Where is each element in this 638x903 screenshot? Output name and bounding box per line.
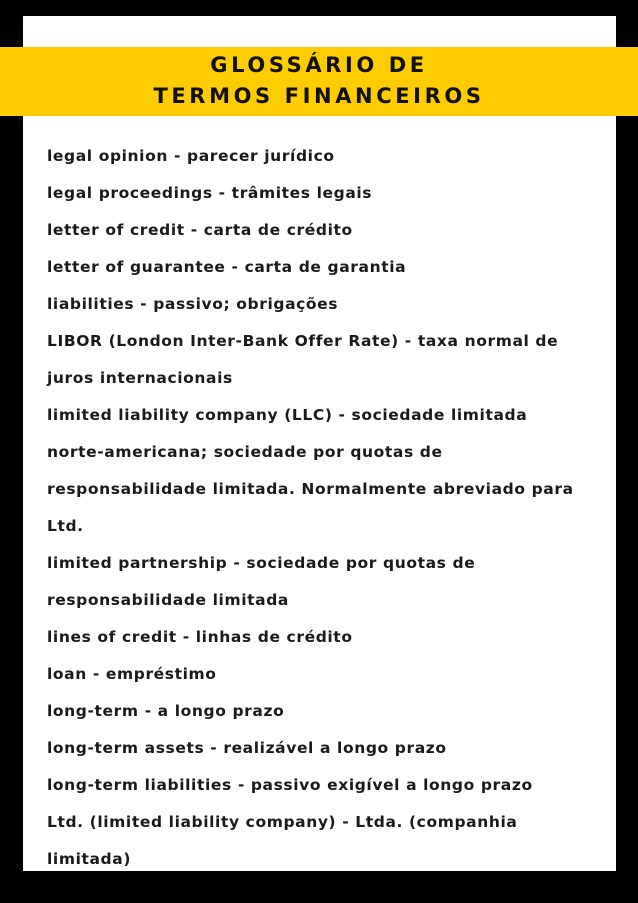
glossary-line: legal opinion - parecer jurídico: [47, 147, 335, 165]
glossary-line: long-term liabilities - passivo exigível a longo prazo: [47, 776, 533, 794]
glossary-line: letter of guarantee - carta de garantia: [47, 258, 407, 276]
title-line-1: GLOSSÁRIO DE: [210, 53, 428, 77]
glossary-line: limitada): [47, 850, 131, 868]
glossary-line: limited liability company (LLC) - sociedade limitada: [47, 406, 528, 424]
glossary-line: responsabilidade limitada. Normalmente abreviado para: [47, 480, 574, 498]
glossary-line: lines of credit - linhas de crédito: [47, 628, 353, 646]
glossary-line: letter of credit - carta de crédito: [47, 221, 353, 239]
glossary-line: responsabilidade limitada: [47, 591, 289, 609]
glossary-line: loan - empréstimo: [47, 665, 217, 683]
glossary-list: [47, 138, 607, 878]
glossary-line: liabilities - passivo; obrigações: [47, 295, 339, 313]
glossary-line: long-term assets - realizável a longo prazo: [47, 739, 447, 757]
glossary-line: LIBOR (London Inter-Bank Offer Rate) - taxa normal de: [47, 332, 559, 350]
glossary-line: norte-americana; sociedade por quotas de: [47, 443, 443, 461]
glossary-line: juros internacionais: [47, 369, 233, 387]
glossary-line: long-term - a longo prazo: [47, 702, 285, 720]
glossary-line: legal proceedings - trâmites legais: [47, 184, 373, 202]
glossary-line: Ltd.: [47, 517, 84, 535]
title-line-2: TERMOS FINANCEIROS: [153, 84, 485, 108]
glossary-line: Ltd. (limited liability company) - Ltda. (companhia: [47, 813, 518, 831]
glossary-line: limited partnership - sociedade por quotas de: [47, 554, 476, 572]
title-banner: [0, 47, 638, 116]
